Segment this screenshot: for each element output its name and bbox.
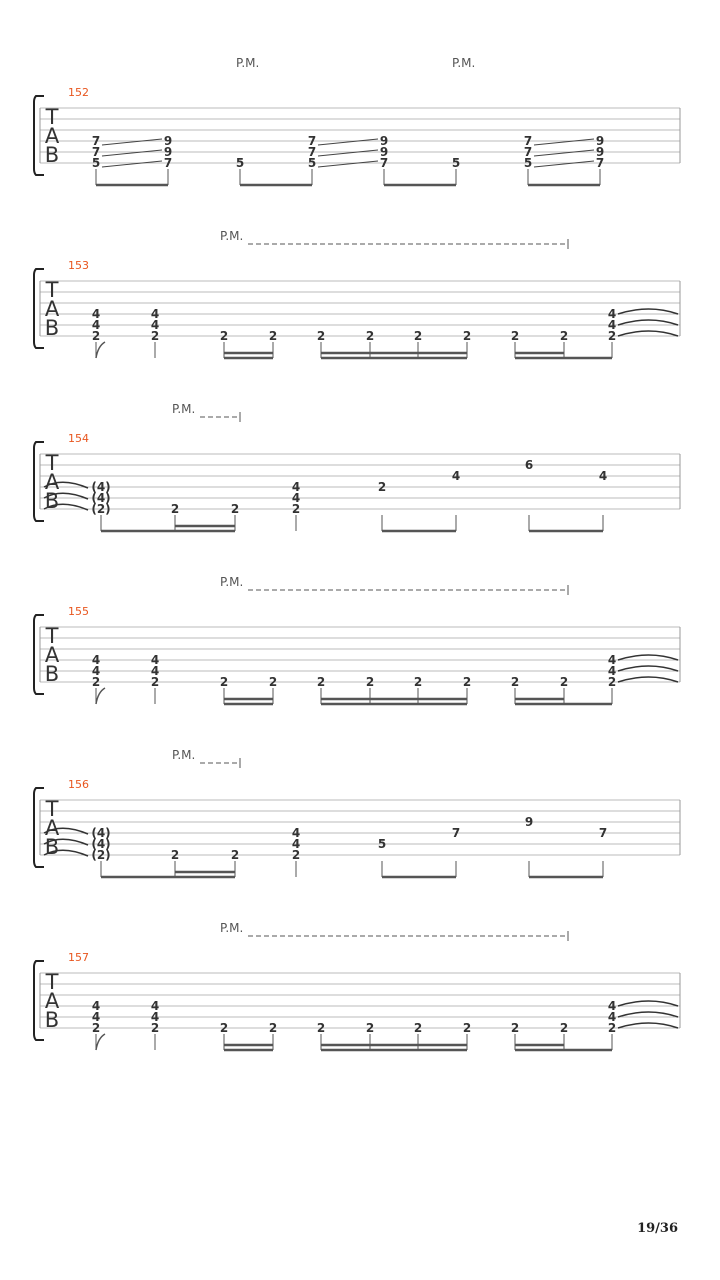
fret-number: 2	[268, 329, 278, 343]
fret-number: 4	[150, 307, 160, 321]
fret-number: 2	[230, 848, 240, 862]
tab-clef-letter: B	[44, 143, 60, 167]
fret-number: (4)	[91, 837, 111, 851]
fret-number: 9	[524, 815, 534, 829]
fret-number: 7	[523, 134, 533, 148]
fret-number: 5	[523, 156, 533, 170]
fret-number: 4	[291, 480, 301, 494]
fret-number: 2	[219, 1021, 229, 1035]
tie-arc	[618, 320, 678, 325]
fret-number: 4	[607, 1010, 617, 1024]
tie-arc	[618, 666, 678, 671]
fret-number: 7	[523, 145, 533, 159]
fret-number: 2	[150, 675, 160, 689]
fret-number: 4	[150, 653, 160, 667]
fret-number: 2	[170, 502, 180, 516]
palm-mute-label: P.M.	[172, 402, 196, 416]
fret-number: 4	[150, 1010, 160, 1024]
fret-number: 2	[510, 1021, 520, 1035]
tab-system	[34, 229, 680, 358]
tie-arc	[618, 1012, 678, 1017]
fret-number: 9	[379, 134, 389, 148]
tab-clef-letter: T	[45, 797, 59, 821]
fret-number: 2	[559, 675, 569, 689]
fret-number: 2	[316, 675, 326, 689]
fret-number: 2	[607, 675, 617, 689]
tab-clef-letter: A	[44, 124, 60, 148]
palm-mute-label: P.M.	[220, 229, 244, 243]
slide-line	[102, 139, 162, 145]
tab-clef-letter: A	[44, 297, 60, 321]
fret-number: 2	[291, 502, 301, 516]
tab-clef-letter: T	[45, 278, 59, 302]
measure-number: 152	[68, 86, 89, 99]
fret-number: 2	[510, 675, 520, 689]
fret-number: 9	[595, 134, 605, 148]
slide-line	[102, 150, 162, 156]
slide-line	[318, 139, 378, 145]
tab-system	[34, 56, 680, 185]
fret-number: 2	[413, 675, 423, 689]
fret-number: 5	[235, 156, 245, 170]
fret-number: 4	[150, 318, 160, 332]
tie-arc	[618, 1001, 678, 1006]
fret-number: 7	[307, 145, 317, 159]
palm-mute-label: P.M.	[220, 575, 244, 589]
fret-number: 4	[607, 318, 617, 332]
fret-number: 4	[598, 469, 608, 483]
fret-number: 2	[462, 675, 472, 689]
slide-line	[318, 150, 378, 156]
fret-number: 4	[91, 664, 101, 678]
fret-number: 2	[559, 1021, 569, 1035]
fret-number: 7	[91, 145, 101, 159]
fret-number: 6	[524, 458, 534, 472]
fret-number: 2	[510, 329, 520, 343]
fret-number: (4)	[91, 491, 111, 505]
fret-number: (2)	[91, 502, 111, 516]
fret-number: 2	[413, 329, 423, 343]
fret-number: 4	[607, 664, 617, 678]
slide-line	[534, 161, 594, 167]
slide-line	[534, 139, 594, 145]
fret-number: 4	[291, 837, 301, 851]
fret-number: 2	[268, 675, 278, 689]
fret-number: 2	[230, 502, 240, 516]
tab-clef-letter: B	[44, 662, 60, 686]
fret-number: 7	[307, 134, 317, 148]
fret-number: 9	[595, 145, 605, 159]
fret-number: 2	[150, 1021, 160, 1035]
fret-number: 7	[595, 156, 605, 170]
note-flag	[96, 688, 105, 704]
fret-number: 9	[379, 145, 389, 159]
fret-number: 4	[291, 491, 301, 505]
fret-number: 2	[462, 329, 472, 343]
tie-arc	[618, 309, 678, 314]
fret-number: 7	[451, 826, 461, 840]
fret-number: 2	[219, 675, 229, 689]
slide-line	[102, 161, 162, 167]
fret-number: 4	[91, 1010, 101, 1024]
fret-number: 2	[607, 329, 617, 343]
fret-number: 4	[607, 653, 617, 667]
tab-system	[34, 921, 680, 1050]
fret-number: 2	[219, 329, 229, 343]
tab-clef-letter: B	[44, 835, 60, 859]
tie-arc	[618, 655, 678, 660]
fret-number: 2	[316, 1021, 326, 1035]
tab-clef-letter: A	[44, 470, 60, 494]
fret-number: 9	[163, 134, 173, 148]
fret-number: 2	[365, 1021, 375, 1035]
fret-number: 4	[91, 999, 101, 1013]
fret-number: 2	[170, 848, 180, 862]
fret-number: 5	[307, 156, 317, 170]
page-number: 19/36	[637, 1221, 678, 1236]
fret-number: 4	[607, 999, 617, 1013]
fret-number: 2	[365, 329, 375, 343]
measure-number: 155	[68, 605, 89, 618]
fret-number: 9	[163, 145, 173, 159]
tab-clef-letter: B	[44, 489, 60, 513]
fret-number: 2	[316, 329, 326, 343]
palm-mute-label: P.M.	[220, 921, 244, 935]
slide-line	[534, 150, 594, 156]
fret-number: (4)	[91, 480, 111, 494]
fret-number: 4	[607, 307, 617, 321]
fret-number: 4	[91, 307, 101, 321]
tab-clef-letter: A	[44, 816, 60, 840]
measure-number: 157	[68, 951, 89, 964]
fret-number: 2	[91, 675, 101, 689]
fret-number: 2	[91, 1021, 101, 1035]
tab-clef-letter: T	[45, 451, 59, 475]
fret-number: 7	[91, 134, 101, 148]
tab-clef-letter: T	[45, 624, 59, 648]
tab-clef-letter: B	[44, 1008, 60, 1032]
fret-number: 2	[377, 480, 387, 494]
fret-number: 5	[91, 156, 101, 170]
tab-clef-letter: T	[45, 970, 59, 994]
fret-number: 2	[91, 329, 101, 343]
fret-number: 5	[377, 837, 387, 851]
slide-line	[318, 161, 378, 167]
fret-number: 7	[163, 156, 173, 170]
tab-clef-letter: B	[44, 316, 60, 340]
fret-number: 7	[598, 826, 608, 840]
palm-mute-label: P.M.	[236, 56, 260, 70]
fret-number: 2	[607, 1021, 617, 1035]
fret-number: 2	[559, 329, 569, 343]
tie-arc	[618, 677, 678, 682]
fret-number: 4	[150, 664, 160, 678]
palm-mute-label: P.M.	[172, 748, 196, 762]
measure-number: 153	[68, 259, 89, 272]
fret-number: 4	[91, 318, 101, 332]
fret-number: 2	[291, 848, 301, 862]
tie-arc	[618, 1023, 678, 1028]
fret-number: 4	[91, 653, 101, 667]
tab-system	[34, 748, 680, 877]
tab-clef-letter: A	[44, 643, 60, 667]
fret-number: 2	[150, 329, 160, 343]
fret-number: 2	[365, 675, 375, 689]
fret-number: 2	[413, 1021, 423, 1035]
fret-number: 7	[379, 156, 389, 170]
fret-number: 4	[451, 469, 461, 483]
tab-clef-letter: A	[44, 989, 60, 1013]
tab-system	[34, 575, 680, 704]
note-flag	[96, 342, 105, 358]
tie-arc	[618, 331, 678, 336]
fret-number: 2	[462, 1021, 472, 1035]
fret-number: 4	[291, 826, 301, 840]
tab-clef-letter: T	[45, 105, 59, 129]
fret-number: (4)	[91, 826, 111, 840]
tab-system	[34, 402, 680, 531]
note-flag	[96, 1034, 105, 1050]
measure-number: 156	[68, 778, 89, 791]
fret-number: 5	[451, 156, 461, 170]
fret-number: (2)	[91, 848, 111, 862]
fret-number: 4	[150, 999, 160, 1013]
measure-number: 154	[68, 432, 89, 445]
fret-number: 2	[268, 1021, 278, 1035]
palm-mute-label: P.M.	[452, 56, 476, 70]
